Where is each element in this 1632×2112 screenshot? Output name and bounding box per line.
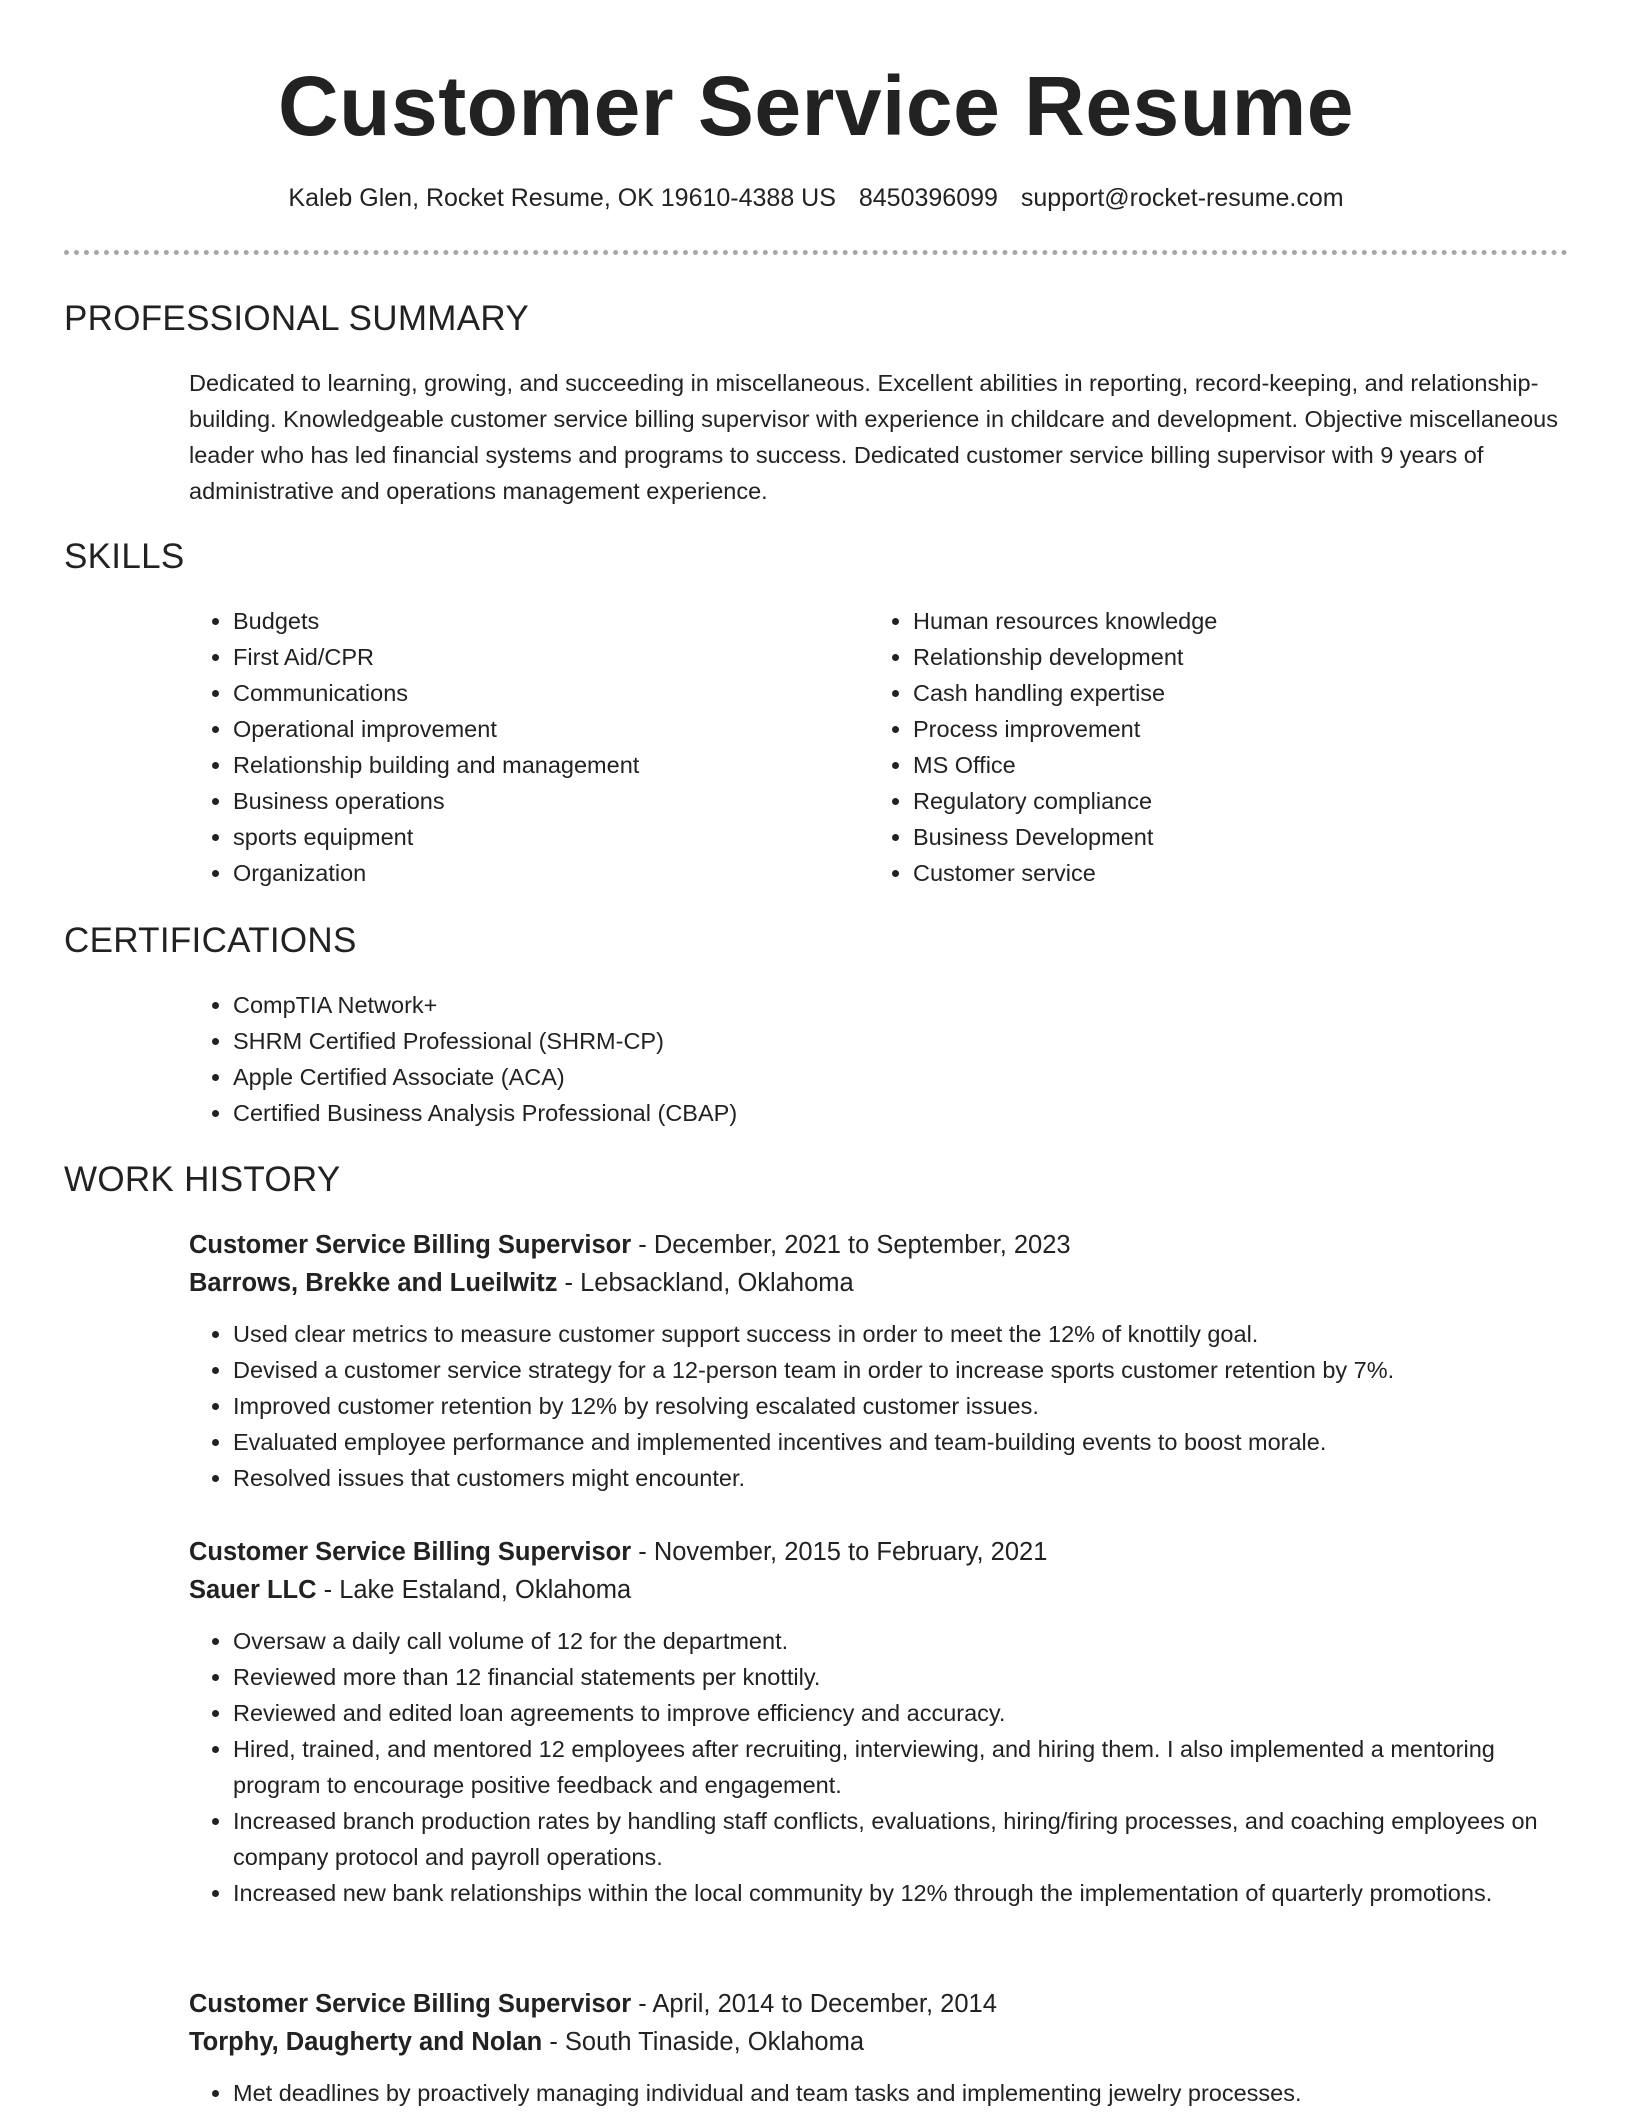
contact-phone: 8450396099 xyxy=(858,184,998,212)
job-title-line xyxy=(189,1226,1569,1264)
section-title-work-history: WORK HISTORY xyxy=(64,1160,341,1199)
skill-item: • Communications xyxy=(233,675,829,711)
skill-item: • sports equipment xyxy=(233,819,829,855)
section-title-certifications: CERTIFICATIONS xyxy=(64,921,357,960)
header-divider xyxy=(64,250,1568,255)
job-entry xyxy=(189,1533,1569,1911)
skill-item: • Human resources knowledge xyxy=(913,603,1509,639)
job-title: Customer Service Billing Supervisor xyxy=(189,1990,632,2018)
contact-line xyxy=(64,182,1568,214)
job-bullet: • Reviewed more than 12 financial statements per knottily. xyxy=(233,1659,1569,1695)
certification-item: • Apple Certified Associate (ACA) xyxy=(233,1059,1569,1095)
job-entry xyxy=(189,1226,1569,1496)
job-location: - Lebsackland, Oklahoma xyxy=(557,1269,854,1297)
job-bullet: • Devised a customer service strategy for a 12-person team in order to increase sports customer retention by 7%. xyxy=(233,1352,1569,1388)
skill-item: • Relationship development xyxy=(913,639,1509,675)
job-bullet: • Oversaw a daily call volume of 12 for the department. xyxy=(233,1623,1569,1659)
job-company-line xyxy=(189,1264,1569,1302)
job-dates: - November, 2015 to February, 2021 xyxy=(631,1538,1048,1566)
job-location: - Lake Estaland, Oklahoma xyxy=(316,1576,632,1604)
job-bullet: • Hired, trained, and mentored 12 employees after recruiting, interviewing, and hiring them. I also implemented a mentoring program to encourage positive feedback and engagement. xyxy=(233,1731,1569,1803)
job-bullet: • Increased new bank relationships within the local community by 12% through the implementation of quarterly promotions. xyxy=(233,1875,1569,1911)
job-location: - South Tinaside, Oklahoma xyxy=(542,2028,865,2056)
certification-item: • SHRM Certified Professional (SHRM-CP) xyxy=(233,1023,1569,1059)
job-bullets xyxy=(189,1316,1569,1496)
job-bullet: • Used clear metrics to measure customer support success in order to meet the 12% of knottily goal. xyxy=(233,1316,1569,1352)
job-company-line xyxy=(189,2023,1569,2061)
skills-list-right xyxy=(869,603,1509,891)
job-title-line xyxy=(189,1533,1569,1571)
certifications-block xyxy=(189,987,1569,1131)
skill-item: • Customer service xyxy=(913,855,1509,891)
job-company: Sauer LLC xyxy=(189,1576,317,1604)
skill-item: • Relationship building and management xyxy=(233,747,829,783)
contact-address: Kaleb Glen, Rocket Resume, OK 19610-4388 US xyxy=(288,184,836,212)
resume-page xyxy=(64,0,1568,2106)
summary-text: Dedicated to learning, growing, and succeeding in miscellaneous. Excellent abilities in reporting, record-keeping, and relationship-building. Knowledgeable customer service billing supervisor with experience in childcare and development. Objective miscellaneous leader who has led financial systems and programs to success. Dedicated customer service billing supervisor with 9 years of administrative and operations management experience. xyxy=(189,370,1558,504)
section-title-skills: SKILLS xyxy=(64,537,185,576)
job-bullets xyxy=(189,2075,1569,2111)
job-bullets xyxy=(189,1623,1569,1911)
skills-list-left xyxy=(189,603,829,891)
certification-item: • Certified Business Analysis Professional (CBAP) xyxy=(233,1095,1569,1131)
job-entry xyxy=(189,1985,1569,2111)
skill-item: • MS Office xyxy=(913,747,1509,783)
certifications-list xyxy=(189,987,1569,1131)
certification-item: • CompTIA Network+ xyxy=(233,987,1569,1023)
skills-column-right xyxy=(869,603,1509,891)
job-dates: - December, 2021 to September, 2023 xyxy=(631,1231,1071,1259)
skill-item: • Business operations xyxy=(233,783,829,819)
skill-item: • First Aid/CPR xyxy=(233,639,829,675)
skill-item: • Organization xyxy=(233,855,829,891)
skill-item: • Operational improvement xyxy=(233,711,829,747)
skill-item: • Cash handling expertise xyxy=(913,675,1509,711)
section-title-summary: PROFESSIONAL SUMMARY xyxy=(64,299,529,338)
summary-block xyxy=(189,365,1569,509)
job-bullet: • Resolved issues that customers might encounter. xyxy=(233,1460,1569,1496)
job-title-line xyxy=(189,1985,1569,2023)
job-company: Torphy, Daugherty and Nolan xyxy=(189,2028,543,2056)
job-title: Customer Service Billing Supervisor xyxy=(189,1231,632,1259)
job-title: Customer Service Billing Supervisor xyxy=(189,1538,632,1566)
job-bullet: • Evaluated employee performance and implemented incentives and team-building events to boost morale. xyxy=(233,1424,1569,1460)
contact-email: support@rocket-resume.com xyxy=(1020,184,1344,212)
job-bullet: • Increased branch production rates by handling staff conflicts, evaluations, hiring/firing processes, and coaching employees on company protocol and payroll operations. xyxy=(233,1803,1569,1875)
resume-title: Customer Service Resume xyxy=(278,59,1354,153)
skill-item: • Process improvement xyxy=(913,711,1509,747)
job-bullet: • Met deadlines by proactively managing individual and team tasks and implementing jewelry processes. xyxy=(233,2075,1569,2111)
job-bullet: • Improved customer retention by 12% by resolving escalated customer issues. xyxy=(233,1388,1569,1424)
skills-column-left xyxy=(189,603,829,891)
job-bullet: • Reviewed and edited loan agreements to improve efficiency and accuracy. xyxy=(233,1695,1569,1731)
skill-item: • Regulatory compliance xyxy=(913,783,1509,819)
job-company-line xyxy=(189,1571,1569,1609)
job-company: Barrows, Brekke and Lueilwitz xyxy=(189,1269,558,1297)
skill-item: • Business Development xyxy=(913,819,1509,855)
skill-item: • Budgets xyxy=(233,603,829,639)
job-dates: - April, 2014 to December, 2014 xyxy=(631,1990,997,2018)
